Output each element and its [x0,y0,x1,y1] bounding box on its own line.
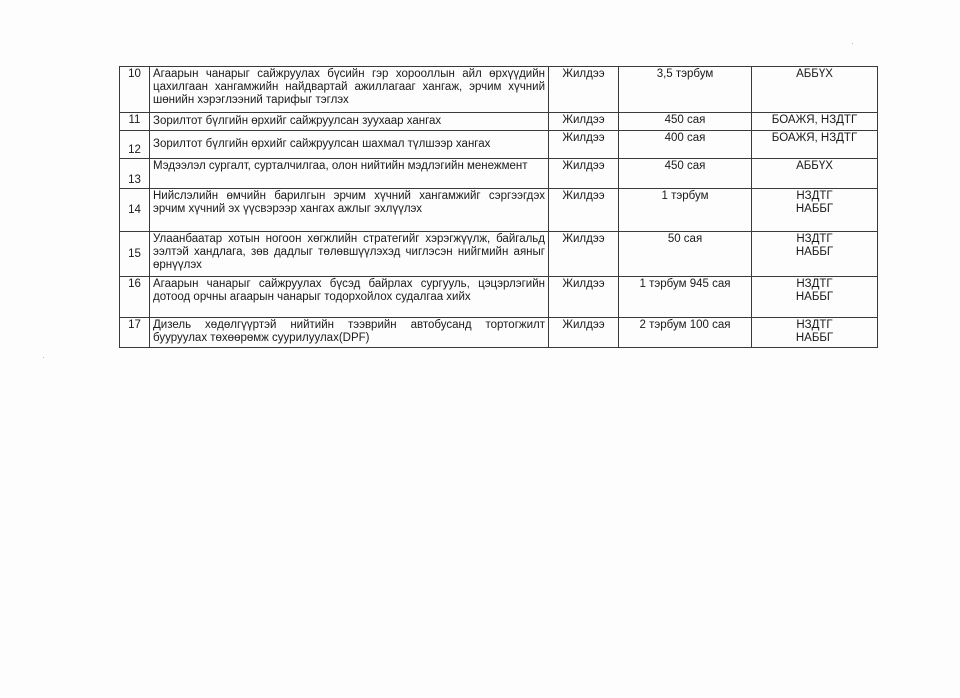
org-name: НЗДТГ [796,190,833,202]
org-name: НАББГ [795,203,834,215]
row-description: Мэдээлэл сургалт, сурталчилгаа, олон нийтийн мэдлэгийн менежмент [150,159,549,189]
row-organization [752,232,878,277]
org-name: БОАЖЯ, НЗДТГ [771,132,858,144]
row-budget: 1 тэрбум 945 сая [619,277,752,318]
row-description: Дизель хөдөлгүүртэй нийтийн тээврийн автобусанд тортогжилт бууруулах төхөөрөмж суурилуулах(DPF) [150,318,549,348]
row-budget: 400 сая [619,131,752,159]
row-period: Жилдээ [549,277,619,318]
row-budget: 3,5 тэрбум [619,67,752,113]
row-number: 11 [120,113,150,131]
org-name: НЗДТГ [796,278,833,290]
row-organization [752,159,878,189]
table-row [120,131,878,159]
row-budget: 450 сая [619,159,752,189]
row-description: Улаанбаатар хотын ногоон хөгжлийн стратегийг хэрэгжүүлж, байгальд ээлтэй хандлага, зөв дадлыг төлөвшүүлэхэд чиглэсэн нийгмийн аяныг өрнүүлэх [150,232,549,277]
row-organization [752,113,878,131]
row-budget: 2 тэрбум 100 сая [619,318,752,348]
row-period: Жилдээ [549,232,619,277]
row-period: Жилдээ [549,159,619,189]
org-name: НЗДТГ [796,233,833,245]
row-budget: 1 тэрбум [619,189,752,232]
row-period: Жилдээ [549,67,619,113]
table-row [120,159,878,189]
scan-speck: · [851,38,854,48]
row-budget: 50 сая [619,232,752,277]
row-description: Зорилтот бүлгийн өрхийг сайжруулсан шахмал түлшээр хангах [150,131,549,159]
row-number: 16 [120,277,150,318]
table-row [120,277,878,318]
row-organization [752,318,878,348]
action-plan-table [119,66,878,348]
org-name: НАББГ [795,332,834,344]
row-number: 13 [120,159,150,189]
row-organization [752,131,878,159]
row-period: Жилдээ [549,131,619,159]
row-number: 17 [120,318,150,348]
row-period: Жилдээ [549,189,619,232]
row-budget: 450 сая [619,113,752,131]
table-row [120,232,878,277]
row-description: Зорилтот бүлгийн өрхийг сайжруулсан зуухаар хангах [150,113,549,131]
row-description: Агаарын чанарыг сайжруулах бүсэд байрлах сургууль, цэцэрлэгийн дотоод орчны агаарын чанарыг тодорхойлох судалгаа хийх [150,277,549,318]
table-row [120,318,878,348]
row-number: 15 [120,232,150,277]
row-organization [752,67,878,113]
org-name: АББҮХ [796,68,833,80]
table-row [120,67,878,113]
org-name: НАББГ [795,291,834,303]
row-period: Жилдээ [549,113,619,131]
org-name: НАББГ [795,246,834,258]
row-description: Нийслэлийн өмчийн барилгын эрчим хүчний хангамжийг сэргээгдэх эрчим хүчний эх үүсвэрээр хангах ажлыг эхлүүлэх [150,189,549,232]
row-number: 12 [120,131,150,159]
row-organization [752,189,878,232]
row-number: 14 [120,189,150,232]
table-row [120,113,878,131]
org-name: АББҮХ [796,160,833,172]
scan-speck: · [42,352,45,362]
row-description: Агаарын чанарыг сайжруулах бүсийн гэр хорооллын айл өрхүүдийн цахилгаан хангамжийн найдвартай ажиллагааг хангаж, эрчим хүчний шөнийн хэрэглээний тарифыг тэглэх [150,67,549,113]
row-number: 10 [120,67,150,113]
table-row [120,189,878,232]
org-name: НЗДТГ [796,319,833,331]
row-organization [752,277,878,318]
org-name: БОАЖЯ, НЗДТГ [771,114,858,126]
row-period: Жилдээ [549,318,619,348]
